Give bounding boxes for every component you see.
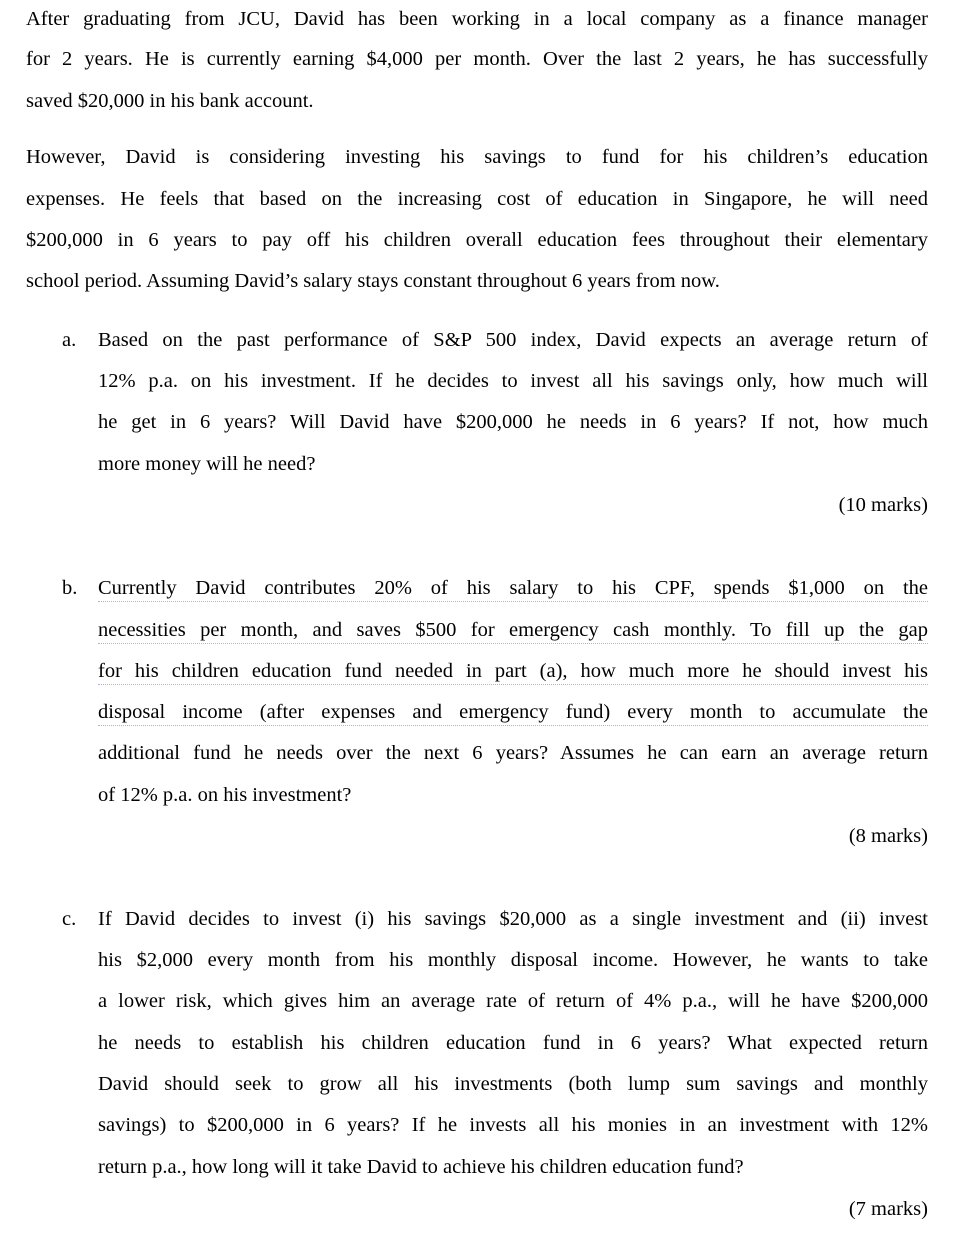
question-line: his $2,000 every month from his monthly disposal income. However, he wants to take <box>98 949 928 971</box>
question-line: a lower risk, which gives him an average rate of return of 4% p.a., will he have $200,000 <box>98 990 928 1012</box>
question-line: 12% p.a. on his investment. If he decides to invest all his savings only, how much will <box>98 370 928 392</box>
question-label: a. <box>62 329 77 351</box>
context-line: $200,000 in 6 years to pay off his children overall education fees throughout their elementary <box>26 229 928 251</box>
marks-label: (7 marks) <box>848 1198 928 1220</box>
question-line: he get in 6 years? Will David have $200,000 he needs in 6 years? If not, how much <box>98 411 928 433</box>
marks-label: (8 marks) <box>848 825 928 847</box>
question-line: David should seek to grow all his investments (both lump sum savings and monthly <box>98 1073 928 1095</box>
question-line: he needs to establish his children education fund in 6 years? What expected return <box>98 1032 928 1054</box>
question-line: Currently David contributes 20% of his salary to his CPF, spends $1,000 on the <box>98 575 928 602</box>
marks-label: (10 marks) <box>838 494 928 516</box>
question-line: additional fund he needs over the next 6 years? Assumes he can earn an average return <box>98 742 928 764</box>
context-line: school period. Assuming David’s salary stays constant throughout 6 years from now. <box>26 270 720 292</box>
context-line: expenses. He feels that based on the increasing cost of education in Singapore, he will need <box>26 188 928 210</box>
question-line: savings) to $200,000 in 6 years? If he invests all his monies in an investment with 12% <box>98 1114 928 1136</box>
question-line: return p.a., how long will it take David to achieve his children education fund? <box>98 1156 744 1178</box>
context-line: However, David is considering investing his savings to fund for his children’s education <box>26 146 928 168</box>
question-line: necessities per month, and saves $500 for emergency cash monthly. To fill up the gap <box>98 617 928 644</box>
question-line: disposal income (after expenses and emergency fund) every month to accumulate the <box>98 699 928 726</box>
question-line: more money will he need? <box>98 453 316 475</box>
intro-line: saved $20,000 in his bank account. <box>26 90 314 112</box>
question-line: If David decides to invest (i) his savings $20,000 as a single investment and (ii) invest <box>98 908 928 930</box>
intro-line: for 2 years. He is currently earning $4,000 per month. Over the last 2 years, he has successfully <box>26 48 928 70</box>
question-line: Based on the past performance of S&P 500 index, David expects an average return of <box>98 329 928 351</box>
question-line: for his children education fund needed in part (a), how much more he should invest his <box>98 658 928 685</box>
intro-line: After graduating from JCU, David has been working in a local company as a finance manager <box>26 8 928 30</box>
question-line: of 12% p.a. on his investment? <box>98 784 352 806</box>
question-label: b. <box>62 577 78 599</box>
question-label: c. <box>62 908 77 930</box>
